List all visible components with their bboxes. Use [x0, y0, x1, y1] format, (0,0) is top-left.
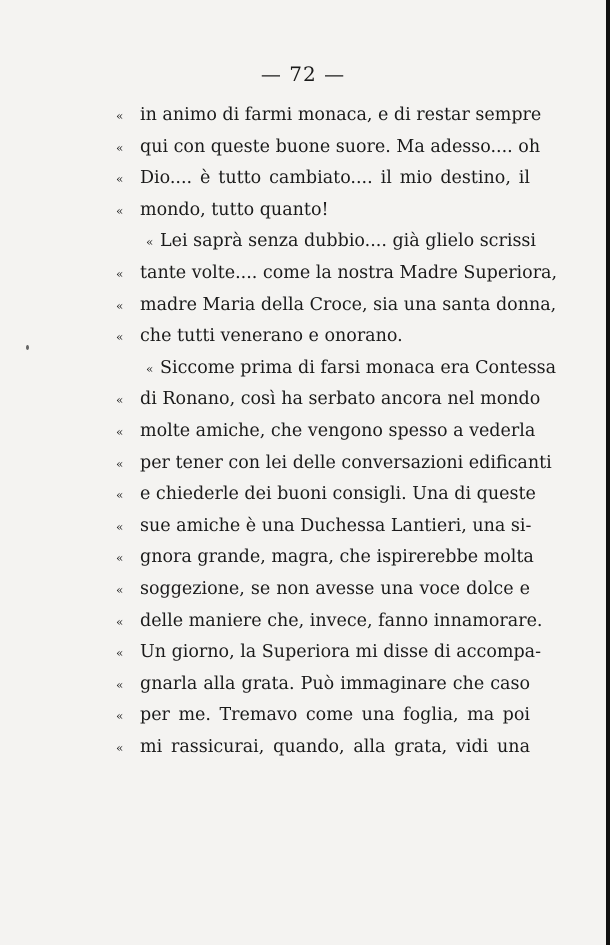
- quote-mark: «: [116, 614, 124, 629]
- quote-mark: «: [116, 424, 124, 439]
- print-speck: [26, 345, 29, 350]
- quote-mark: «: [116, 330, 124, 345]
- line-text: tante volte.... come la nostra Madre Superiora,: [140, 262, 558, 283]
- line-text: delle maniere che, invece, fanno innamorare.: [140, 610, 543, 631]
- text-line: [116, 542, 534, 574]
- line-text: molte amiche, che vengono spesso a vederla: [140, 420, 536, 441]
- text-line: [118, 321, 530, 353]
- text-line: [118, 669, 530, 701]
- line-text: soggezione, se non avesse una voce dolce e: [140, 578, 530, 599]
- quote-mark: «: [116, 740, 124, 755]
- quote-mark: «: [116, 266, 124, 281]
- line-text: e chiederle dei buoni consigli. Una di queste: [140, 484, 536, 505]
- quote-mark: «: [116, 456, 124, 471]
- text-line: [116, 290, 557, 322]
- quote-mark: «: [116, 677, 124, 692]
- line-text: Un giorno, la Superiora mi disse di accompa-: [140, 642, 541, 663]
- quote-mark: «: [116, 203, 124, 218]
- quote-mark: «: [146, 361, 154, 376]
- line-text: mi rassicurai, quando, alla grata, vidi una: [140, 736, 530, 757]
- line-text: che tutti venerano e onorano.: [140, 326, 403, 347]
- text-line: [116, 416, 536, 448]
- line-text: mondo, tutto quanto!: [140, 199, 329, 220]
- quote-mark: «: [116, 172, 124, 187]
- text-line: [118, 226, 537, 258]
- text-line: [116, 637, 541, 669]
- line-text: gnora grande, magra, che ispirerebbe molta: [140, 547, 534, 568]
- line-text: di Ronano, così ha serbato ancora nel mondo: [140, 389, 541, 410]
- line-text: gnarla alla grata. Può immaginare che caso: [140, 673, 530, 694]
- text-line: [118, 511, 530, 543]
- text-line: [116, 479, 536, 511]
- text-line: [118, 574, 530, 606]
- quote-mark: «: [116, 519, 124, 534]
- quote-mark: «: [146, 235, 154, 250]
- line-text: per tener con lei delle conversazioni edificanti: [140, 452, 552, 473]
- quote-mark: «: [116, 646, 124, 661]
- line-text: qui con queste buone suore. Ma adesso.... oh: [140, 136, 541, 157]
- text-line: [118, 700, 530, 732]
- quote-mark: «: [116, 551, 124, 566]
- line-text: in animo di farmi monaca, e di restar sempre: [140, 105, 542, 125]
- text-line: [116, 606, 543, 638]
- text-line: [118, 732, 530, 764]
- quote-mark: «: [116, 488, 124, 503]
- line-text: per me. Tremavo come una foglia, ma poi: [140, 705, 530, 726]
- quote-mark: «: [116, 582, 124, 597]
- quote-mark: «: [116, 140, 124, 155]
- quote-mark: «: [116, 709, 124, 724]
- text-line: [118, 163, 530, 195]
- text-line: [116, 384, 541, 416]
- line-text: Dio.... è tutto cambiato.... il mio destino, il: [140, 168, 530, 189]
- text-line: [116, 448, 552, 480]
- text-line: [116, 258, 558, 290]
- page-number: — 72 —: [260, 62, 346, 86]
- text-line: [118, 195, 530, 227]
- quote-mark: «: [116, 393, 124, 408]
- text-line: [116, 132, 541, 164]
- text-line: [118, 353, 557, 385]
- quote-mark: «: [116, 109, 124, 123]
- line-text: madre Maria della Croce, sia una santa donna,: [140, 294, 557, 315]
- body-text: [116, 100, 558, 763]
- line-text: Lei saprà senza dubbio.... già glielo scrissi: [160, 231, 537, 252]
- line-text: Siccome prima di farsi monaca era Contessa: [160, 357, 557, 378]
- line-text: sue amiche è una Duchessa Lantieri, una si-: [140, 515, 532, 536]
- text-line: [116, 100, 542, 132]
- quote-mark: «: [116, 298, 124, 313]
